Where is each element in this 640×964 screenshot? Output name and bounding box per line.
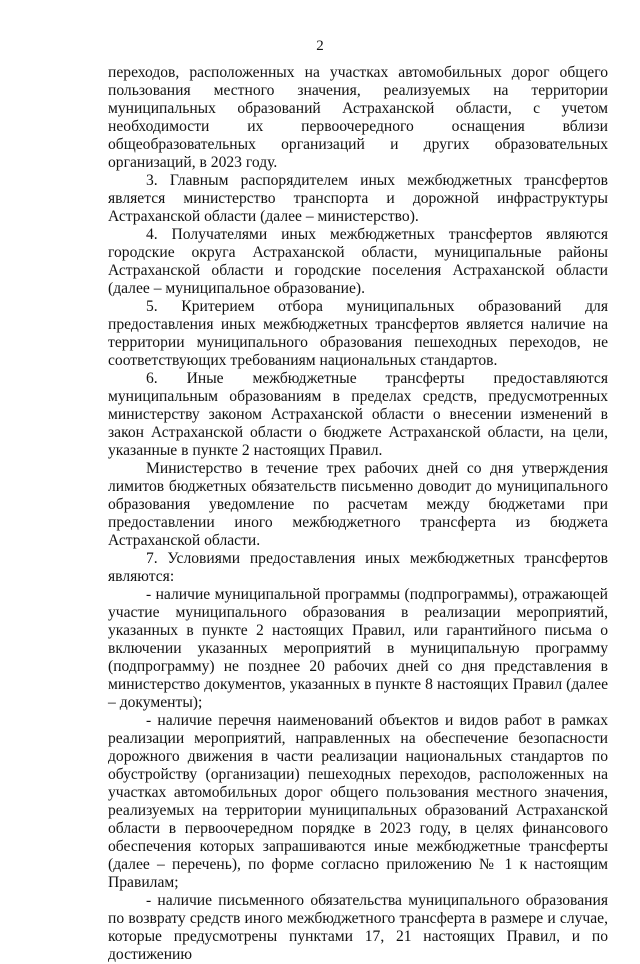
condition-objects-list: - наличие перечня наименований объектов и видов работ в рамках реализации мероприятий, направленных на обеспечение безопасности дорожного движения в части реализации национальных стандартов по обустройству (организации) пешеходных переходов, расположенных на участках автомобильных дорог общего пользования местного значения, реализуемых на территории муниципальных образований Астраханской области в первоочередном порядке в 2023 году, в целях финансового обеспечения которых запрашиваются иные межбюджетные трансферты (далее – перечень), по форме согласно приложению № 1 к настоящим Правилам; bbox=[108, 712, 608, 891]
paragraph-continuation: переходов, расположенных на участках автомобильных дорог общего пользования местного значения, реализуемых на территории муниципальных образований Астраханской области, с учетом необходимости их первоочередного оснащения вблизи общеобразовательных организаций и других образовательных организаций, в 2023 году. bbox=[108, 64, 608, 171]
condition-written-obligation: - наличие письменного обязательства муниципального образования по возврату средств иного межбюджетного трансферта в размере и случае, которые предусмотрены пунктами 17, 21 настоящих Правил, и по достижению bbox=[108, 892, 608, 963]
page-number: 2 bbox=[316, 38, 324, 54]
paragraph-item-6: 6. Иные межбюджетные трансферты предоставляются муниципальным образованиям в пределах средств, предусмотренных министерству законом Астраханской области о внесении изменений в закон Астраханской области о бюджете Астраханской области, на цели, указанные в пункте 2 настоящих Правил. bbox=[108, 370, 608, 459]
paragraph-item-4: 4. Получателями иных межбюджетных трансфертов являются городские округа Астраханской области, муниципальные районы Астраханской области и городские поселения Астраханской области (далее – муниципальное образование). bbox=[108, 226, 608, 297]
paragraph-item-7: 7. Условиями предоставления иных межбюджетных трансфертов являются: bbox=[108, 550, 608, 585]
paragraph-item-5: 5. Критерием отбора муниципальных образований для предоставления иных межбюджетных трансфертов является наличие на территории муниципального образования пешеходных переходов, не соответствующих требованиям национальных стандартов. bbox=[108, 298, 608, 369]
paragraph-item-3: 3. Главным распорядителем иных межбюджетных трансфертов является министерство транспорта и дорожной инфраструктуры Астраханской области (далее – министерство). bbox=[108, 172, 608, 225]
condition-municipal-program: - наличие муниципальной программы (подпрограммы), отражающей участие муниципального образования в реализации мероприятий, указанных в пункте 2 настоящих Правил, или гарантийного письма о включении указанных мероприятий в муниципальную программу (подпрограмму) не позднее 20 рабочих дней со дня представления в министерство документов, указанных в пункте 8 настоящих Правил (далее – документы); bbox=[108, 586, 608, 711]
document-body bbox=[108, 64, 608, 964]
paragraph-ministry-notice: Министерство в течение трех рабочих дней со дня утверждения лимитов бюджетных обязательств письменно доводит до муниципального образования уведомление по расчетам между бюджетами при предоставлении иного межбюджетного трансферта из бюджета Астраханской области. bbox=[108, 460, 608, 549]
